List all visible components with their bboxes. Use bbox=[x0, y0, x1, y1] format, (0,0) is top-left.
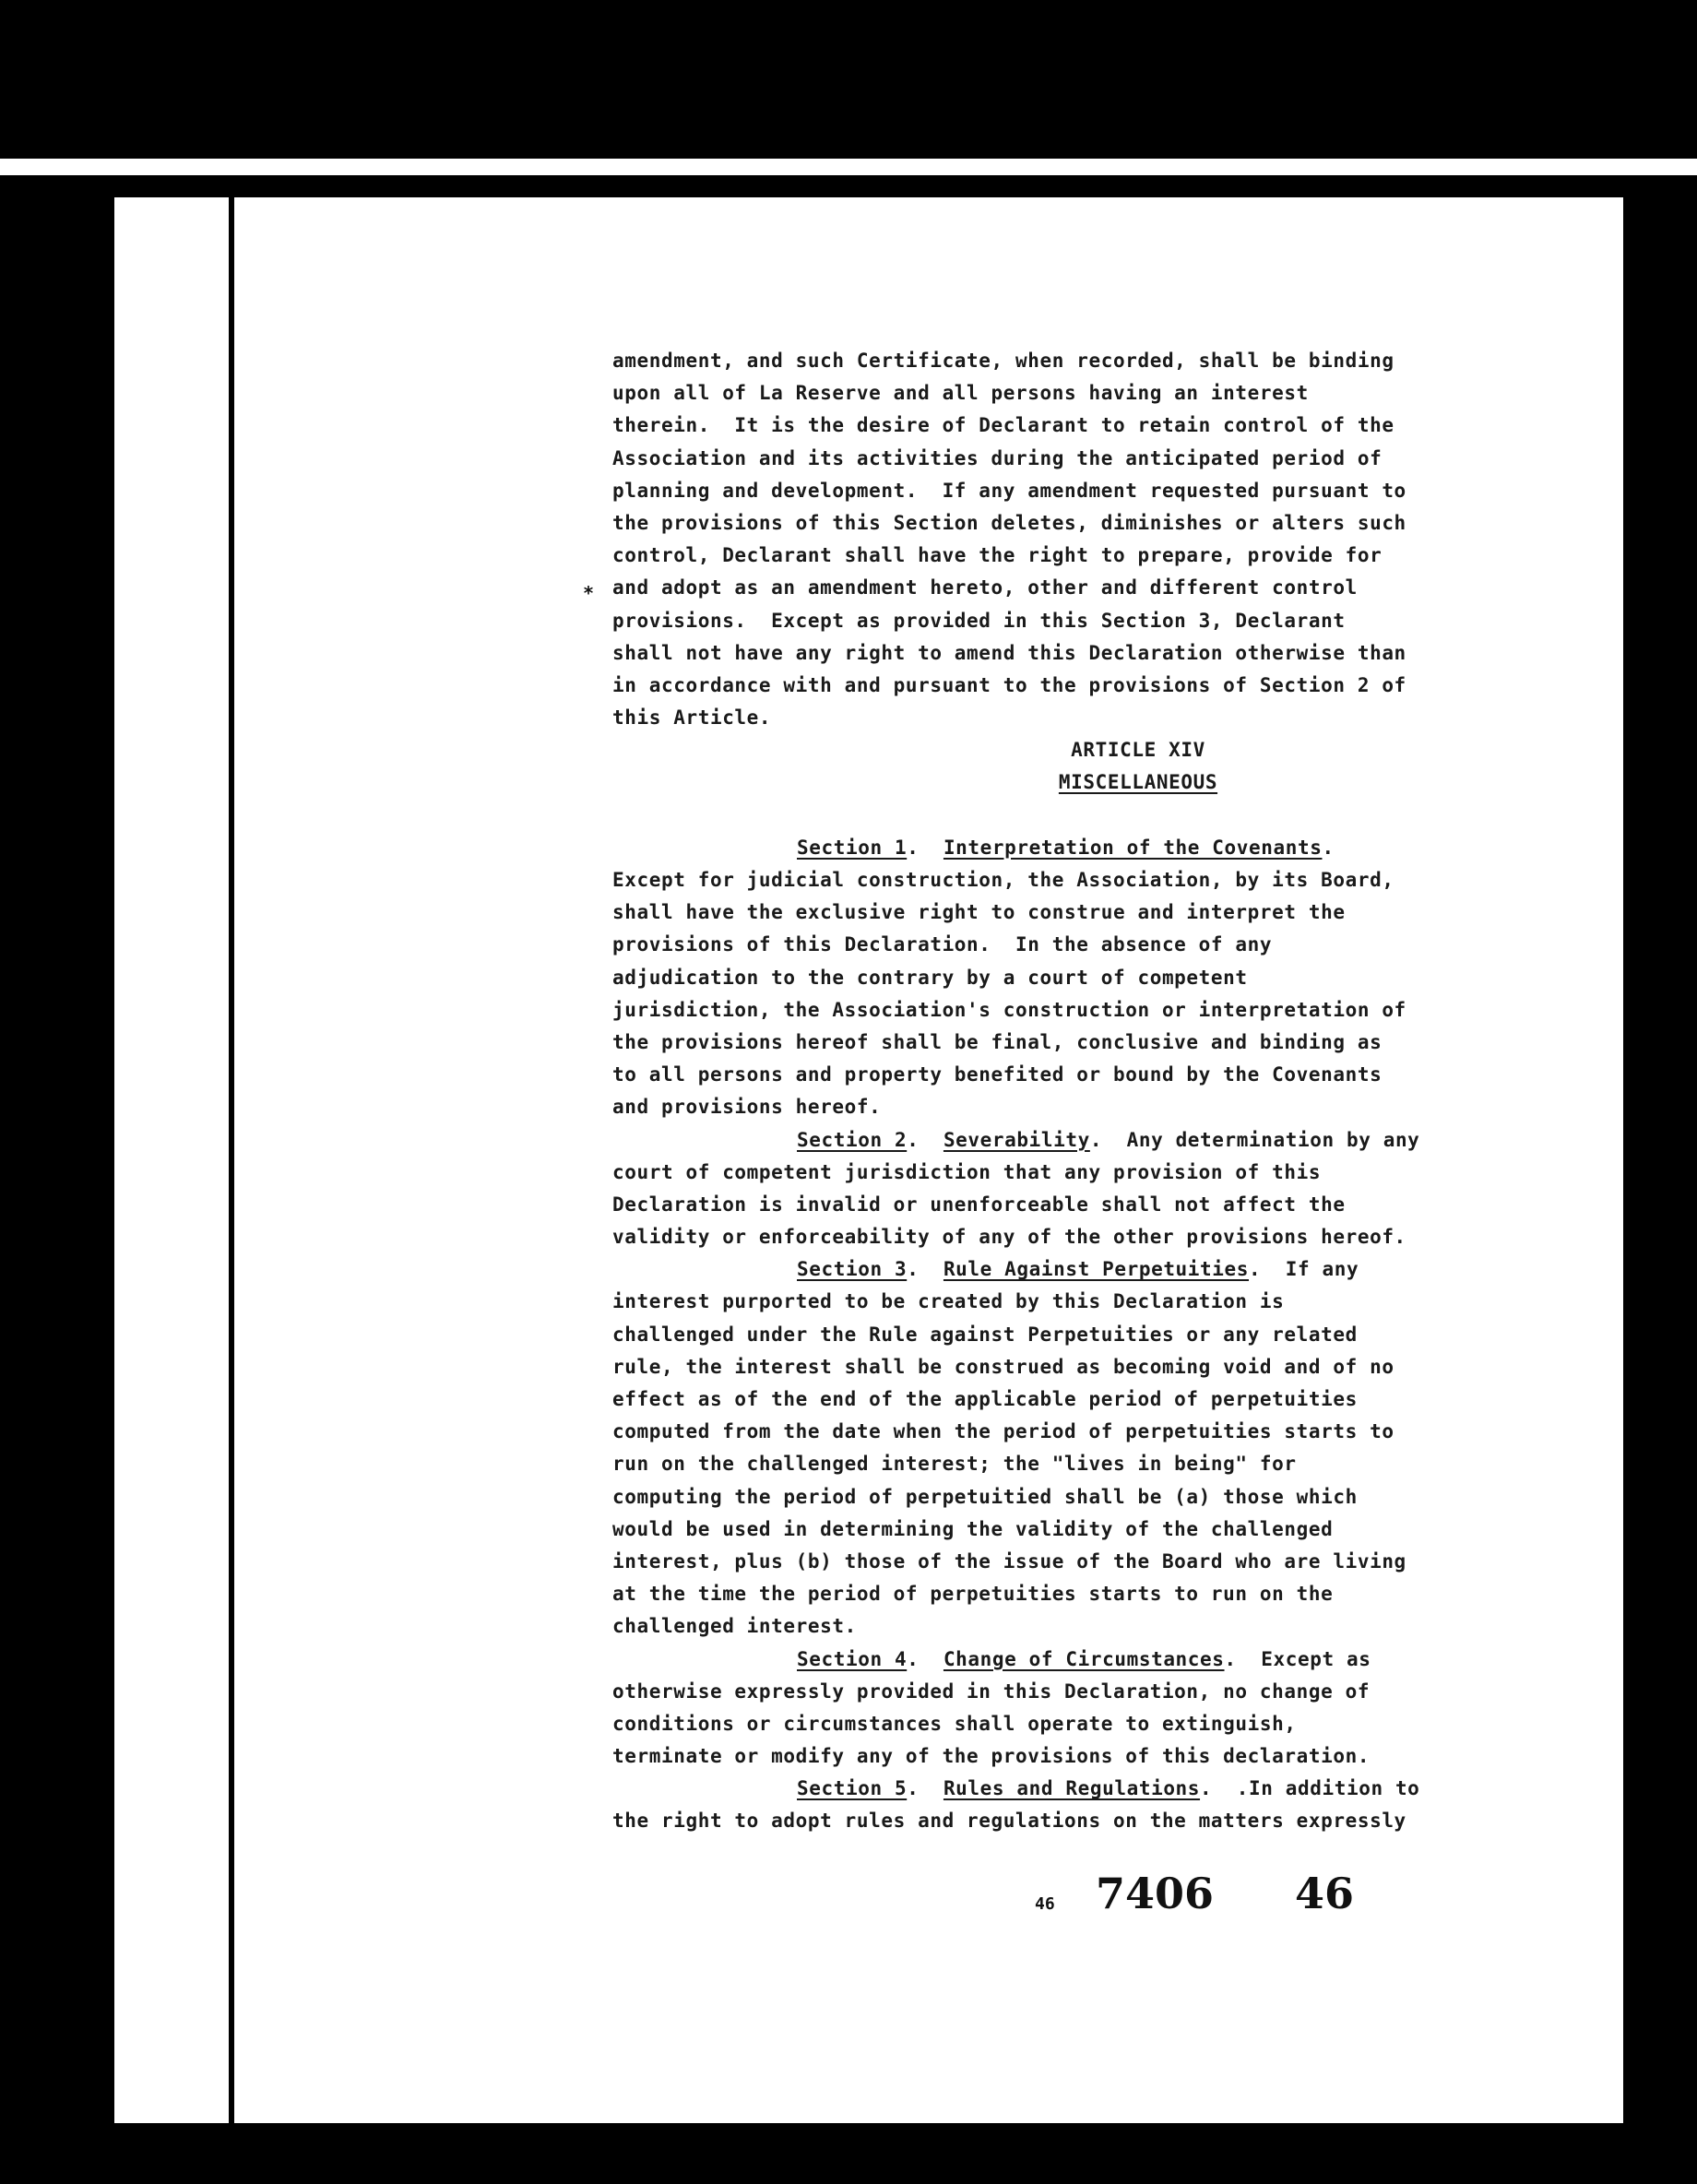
section-heading: Section 3. Rule Against Perpetuities. If any bbox=[797, 1258, 1359, 1281]
section-label: Section 1 bbox=[797, 836, 908, 859]
text-line: the provisions of this Section deletes, diminishes or alters such bbox=[612, 511, 1406, 534]
text-line: upon all of La Reserve and all persons having an interest bbox=[612, 382, 1309, 405]
text-line: adjudication to the contrary by a court of competent bbox=[612, 966, 1248, 989]
text-line: the right to adopt rules and regulations on the matters expressly bbox=[612, 1810, 1406, 1833]
scan-top-band bbox=[0, 0, 1697, 159]
section-4 bbox=[612, 1644, 1590, 1774]
text-line: rule, the interest shall be construed as becoming void and of no bbox=[612, 1355, 1394, 1378]
text-line: court of competent jurisdiction that any provision of this bbox=[612, 1160, 1322, 1183]
text-line: shall have the exclusive right to construe and interpret the bbox=[612, 901, 1346, 924]
text-line: Except for judicial construction, the Association, by its Board, bbox=[612, 869, 1394, 891]
section-title: Interpretation of the Covenants bbox=[943, 836, 1323, 859]
text-line: validity or enforceability of any of the other provisions hereof. bbox=[612, 1226, 1406, 1249]
section-label: Section 2 bbox=[797, 1128, 908, 1151]
binding-rule bbox=[229, 197, 234, 2123]
text-line: terminate or modify any of the provisions of this declaration. bbox=[612, 1745, 1371, 1768]
article-number: ARTICLE XIV bbox=[1071, 739, 1205, 762]
section-text-start: Any determination by any bbox=[1102, 1128, 1420, 1151]
document-page bbox=[114, 197, 1623, 2123]
text-line: jurisdiction, the Association's construction or interpretation of bbox=[612, 998, 1406, 1021]
section-heading: Section 4. Change of Circumstances. Except as bbox=[797, 1647, 1371, 1670]
text-line: amendment, and such Certificate, when recorded, shall be binding bbox=[612, 350, 1394, 372]
text-line: interest, plus (b) those of the issue of the Board who are living bbox=[612, 1549, 1406, 1573]
text-line: provisions of this Declaration. In the absence of any bbox=[612, 933, 1273, 956]
section-5 bbox=[612, 1773, 1590, 1837]
text-line: Declaration is invalid or unenforceable shall not affect the bbox=[612, 1193, 1346, 1216]
section-title: Change of Circumstances bbox=[943, 1647, 1225, 1670]
text-line: would be used in determining the validity of the challenged bbox=[612, 1517, 1334, 1540]
text-line: this Article. bbox=[612, 706, 772, 730]
text-line: planning and development. If any amendment requested pursuant to bbox=[612, 479, 1406, 502]
text-line: effect as of the end of the applicable period of perpetuities bbox=[612, 1388, 1358, 1410]
section-label: Section 3 bbox=[797, 1258, 908, 1281]
text-line: the provisions hereof shall be final, conclusive and binding as bbox=[612, 1030, 1383, 1053]
text-line: shall not have any right to amend this Declaration otherwise than bbox=[612, 641, 1406, 664]
article-title: MISCELLANEOUS bbox=[1058, 771, 1218, 794]
section-title: Rules and Regulations bbox=[943, 1777, 1201, 1800]
text-line: run on the challenged interest; the "lives in being" for bbox=[612, 1453, 1297, 1476]
text-line: conditions or circumstances shall operate to extinguish, bbox=[612, 1712, 1297, 1735]
intro-paragraph bbox=[612, 345, 1590, 734]
section-2 bbox=[612, 1124, 1590, 1254]
text-line: Association and its activities during the anticipated period of bbox=[612, 446, 1383, 469]
footer-document-number: 7406 bbox=[1096, 1869, 1215, 1918]
section-text-start: If any bbox=[1261, 1258, 1359, 1281]
blank-line bbox=[612, 800, 1590, 832]
section-1 bbox=[612, 832, 1590, 1124]
text-line: otherwise expressly provided in this Declaration, no change of bbox=[612, 1680, 1371, 1703]
section-heading: Section 1. Interpretation of the Covenants. bbox=[797, 836, 1335, 859]
text-line: and adopt as an amendment hereto, other and different control bbox=[612, 576, 1358, 599]
text-line: and provisions hereof. bbox=[612, 1096, 882, 1119]
article-title-line bbox=[612, 766, 1590, 799]
text-line: computing the period of perpetuitied shall be (a) those which bbox=[612, 1485, 1358, 1508]
section-3 bbox=[612, 1253, 1590, 1643]
footer-page-number: 46 bbox=[1295, 1869, 1355, 1918]
text-line: in accordance with and pursuant to the provisions of Section 2 of bbox=[612, 673, 1406, 696]
section-label: Section 5 bbox=[797, 1777, 908, 1800]
text-line: control, Declarant shall have the right to prepare, provide for bbox=[612, 544, 1383, 567]
section-heading: Section 5. Rules and Regulations. .In addition to bbox=[797, 1777, 1420, 1800]
section-text-start: Except as bbox=[1236, 1647, 1371, 1670]
text-line: interest purported to be created by this Declaration is bbox=[612, 1290, 1285, 1313]
footer-small-number: 46 bbox=[1035, 1894, 1055, 1914]
text-line: at the time the period of perpetuities starts to run on the bbox=[612, 1583, 1334, 1606]
margin-asterisk: * bbox=[583, 582, 595, 604]
section-label: Section 4 bbox=[797, 1647, 908, 1670]
text-line: computed from the date when the period of perpetuities starts to bbox=[612, 1420, 1394, 1443]
text-line: challenged interest. bbox=[612, 1615, 857, 1638]
scan-white-strip bbox=[0, 159, 1697, 175]
text-line: challenged under the Rule against Perpetuities or any related bbox=[612, 1323, 1358, 1346]
section-text-start: .In addition to bbox=[1212, 1777, 1420, 1800]
text-line: to all persons and property benefited or bound by the Covenants bbox=[612, 1063, 1383, 1086]
text-line: therein. It is the desire of Declarant to retain control of the bbox=[612, 414, 1394, 437]
text-line: provisions. Except as provided in this Section 3, Declarant bbox=[612, 609, 1346, 632]
section-heading: Section 2. Severability. Any determination by any bbox=[797, 1128, 1420, 1151]
section-title: Severability bbox=[943, 1128, 1090, 1151]
document-body bbox=[612, 345, 1590, 1838]
section-title: Rule Against Perpetuities bbox=[943, 1258, 1250, 1281]
